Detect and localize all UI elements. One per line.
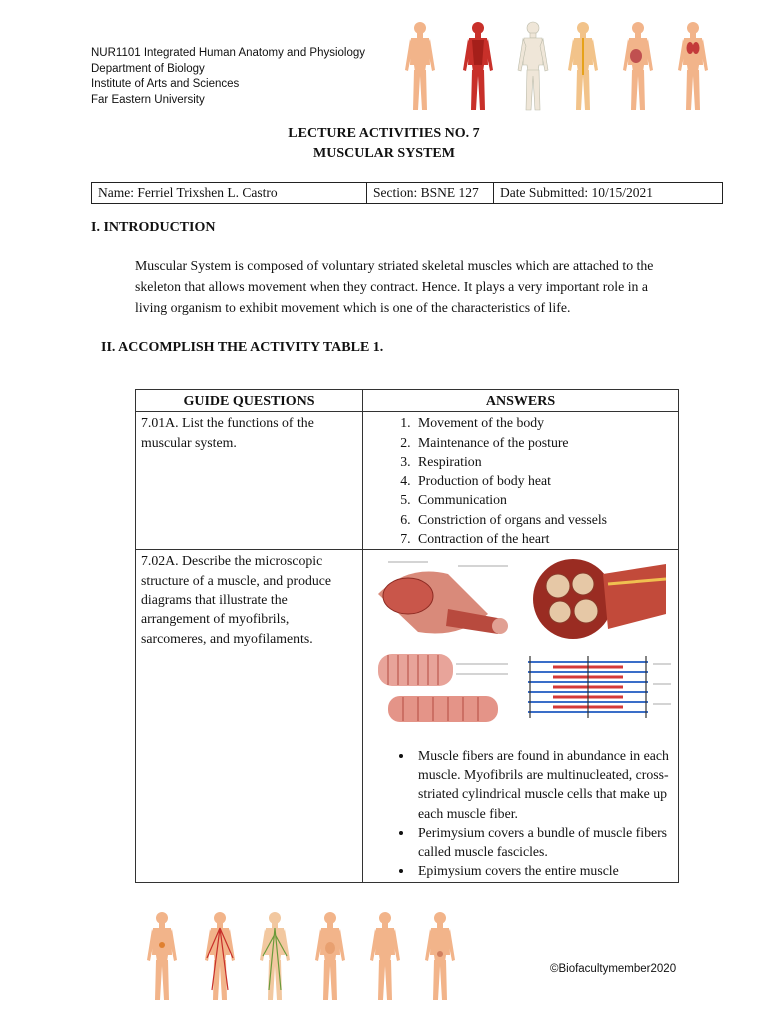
list-item: 7. Contraction of the heart — [414, 529, 673, 548]
list-item: • Muscle fibers are found in abundance in each muscle. Myofibrils are multinucleated, cross-striated cylindrical muscle cells that make up each muscle fiber. — [414, 746, 673, 823]
muscle-structure-diagram — [368, 554, 673, 732]
list-item: 4. Production of body heat — [414, 471, 673, 490]
muscle-structure-list — [368, 746, 673, 881]
activity-subtitle: MUSCULAR SYSTEM — [313, 146, 455, 161]
student-name: Name: Ferriel Trixshen L. Castro — [92, 183, 367, 203]
department: Department of Biology — [91, 62, 205, 75]
student-info-box — [91, 182, 723, 204]
table-header-row — [136, 390, 679, 412]
table-row — [136, 412, 679, 550]
list-item: 6. Constriction of organs and vessels — [414, 510, 673, 529]
fascicle-bundle-illustration — [521, 554, 673, 642]
institute: Institute of Arts and Sciences — [91, 78, 240, 91]
student-section: Section: BSNE 127 — [367, 183, 494, 203]
course-title: NUR1101 Integrated Human Anatomy and Physiology — [91, 47, 366, 59]
myofibril-illustration — [368, 646, 518, 732]
body-systems-figures-top — [398, 20, 720, 115]
list-item: • Perimysium covers a bundle of muscle fibers called muscle fascicles. — [414, 823, 673, 862]
question-cell: 7.01A. List the functions of the muscular system. — [136, 412, 363, 550]
copyright-credit: ©Biofacultymember2020 — [550, 963, 677, 975]
sarcomere-filament-illustration — [521, 646, 673, 732]
answer-cell — [363, 550, 679, 882]
course-header — [91, 46, 365, 109]
list-item: 3. Respiration — [414, 452, 673, 471]
activity-table — [135, 389, 679, 883]
date-submitted: Date Submitted: 10/15/2021 — [500, 185, 653, 200]
introduction-paragraph: Muscular System is composed of voluntary striated skeletal muscles which are attached to the skeleton that allows movement when they contract. Hence. It plays a very important role in a living organism to exhibit movement which is one of the characteristics of life. — [135, 258, 654, 315]
column-header-answers: ANSWERS — [363, 390, 679, 412]
section-heading-activity: II. ACCOMPLISH THE ACTIVITY TABLE 1. — [101, 340, 384, 355]
list-item: 5. Communication — [414, 490, 673, 509]
table-row — [136, 550, 679, 882]
functions-list — [368, 413, 673, 548]
answer-cell — [363, 412, 679, 550]
activity-title: LECTURE ACTIVITIES NO. 7 — [288, 126, 480, 141]
section-heading-introduction: I. INTRODUCTION — [91, 220, 216, 235]
body-systems-figures-bottom — [140, 910, 470, 1002]
column-header-questions: GUIDE QUESTIONS — [136, 390, 363, 412]
list-item: 2. Maintenance of the posture — [414, 433, 673, 452]
list-item: 1. Movement of the body — [414, 413, 673, 432]
university: Far Eastern University — [91, 94, 205, 107]
list-item: • Epimysium covers the entire muscle — [414, 861, 673, 880]
muscle-cross-section-illustration — [368, 554, 518, 642]
question-cell: 7.02A. Describe the microscopic structure of a muscle, and produce diagrams that illustrate the arrangement of myofibrils, sarcomeres, and myofilaments. — [136, 550, 363, 882]
